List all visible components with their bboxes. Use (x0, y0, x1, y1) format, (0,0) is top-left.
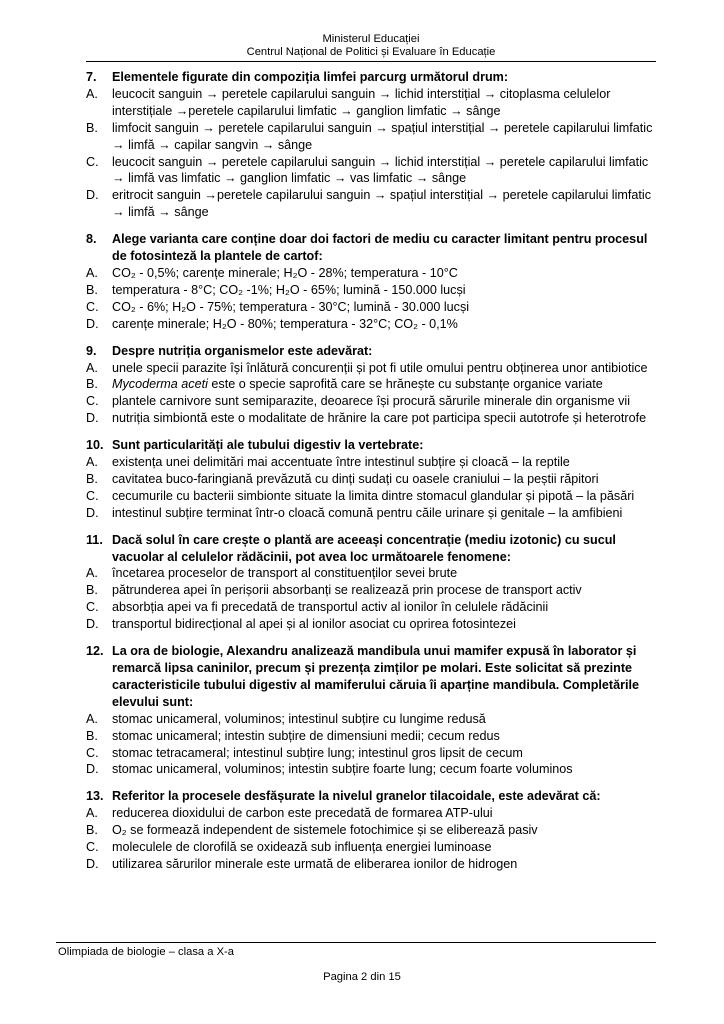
question-text: Referitor la procesele desfășurate la nivelul granelor tilacoidale, este adevărat că: (112, 789, 601, 804)
option-text: moleculele de clorofilă se oxidează sub influența energiei luminoase (112, 840, 492, 855)
answer-option-b (86, 120, 656, 154)
answer-option-a (86, 565, 656, 582)
question-number: 7. (86, 70, 97, 84)
option-letter: A. (86, 711, 98, 726)
option-letter: C. (86, 488, 99, 503)
answer-option-d (86, 856, 656, 873)
option-text: nutriția simbiontă este o modalitate de hrănire la care pot participa specii autotrofe și heterotrofe (112, 411, 647, 426)
option-letter: A. (86, 360, 98, 375)
option-text: unele specii parazite își înlătură concurenții și pot fi utile omului pentru obținerea unor antibiotice (112, 360, 648, 375)
answer-option-c (86, 839, 656, 856)
footer-divider (56, 942, 656, 943)
question-title (86, 231, 656, 265)
option-letter: C. (86, 840, 99, 855)
question-title (86, 788, 656, 805)
option-text-rest: este o specie saprofită care se hrănește cu substanțe organice variate (207, 377, 603, 392)
option-text: carențe minerale; H₂O - 80%; temperatura - 32°C; CO₂ - 0,1% (112, 316, 458, 331)
answer-option-c (86, 745, 656, 762)
option-letter: B. (86, 282, 98, 297)
header-divider (86, 61, 656, 62)
answer-option-b (86, 582, 656, 599)
option-text: utilizarea sărurilor minerale este urmată de eliberarea ionilor de hidrogen (112, 856, 518, 871)
option-text: stomac unicameral, voluminos; intestin subțire foarte lung; cecum foarte voluminos (112, 762, 573, 777)
page-number: Pagina 2 din 15 (323, 971, 401, 983)
question-text: Dacă solul în care crește o plantă are aceeași concentrație (mediu izotonic) cu sucul vacuolar al celulelor rădăcinii, pot avea loc următoarele fenomene: (112, 532, 616, 564)
option-text: plantele carnivore sunt semiparazite, deoarece își procură sărurile minerale din organisme vii (112, 394, 630, 409)
option-text: leucocit sanguin → peretele capilarului sanguin → lichid interstițial → peretele capilarului limfatic → limfă vas limfatic → ganglion limfatic → vas limfatic → sânge (112, 154, 649, 186)
answer-option-d (86, 410, 656, 427)
option-letter: B. (86, 583, 98, 598)
question-title (86, 437, 656, 454)
answer-option-b (86, 822, 656, 839)
option-text: temperatura - 8°C; CO₂ -1%; H₂O - 65%; lumină - 150.000 lucși (112, 282, 466, 297)
option-letter: A. (86, 806, 98, 821)
answer-option-a (86, 360, 656, 377)
answer-option-a (86, 265, 656, 282)
option-letter: C. (86, 299, 99, 314)
questions-container (86, 69, 656, 883)
option-letter: D. (86, 856, 99, 871)
answer-option-d (86, 316, 656, 333)
question-text: Alege varianta care conține doar doi factori de mediu cu caracter limitant pentru procesul de fotosinteză la plantele de cartof: (112, 232, 648, 264)
option-letter: C. (86, 394, 99, 409)
question-number: 10. (86, 438, 104, 453)
answer-option-d (86, 616, 656, 633)
option-letter: B. (86, 823, 98, 838)
option-letter: B. (86, 471, 98, 486)
question-title (86, 643, 656, 711)
answer-option-c (86, 488, 656, 505)
question-title (86, 532, 656, 566)
option-text: leucocit sanguin → peretele capilarului sanguin → lichid interstițial → citoplasma celulelor interstițiale →peretele capilarului limfatic → ganglion limfatic → sânge (112, 86, 611, 118)
question-7 (86, 69, 656, 221)
question-8 (86, 231, 656, 332)
answer-option-b (86, 376, 656, 393)
option-letter: D. (86, 505, 99, 520)
question-text: Despre nutriția organismelor este adevărat: (112, 343, 373, 358)
question-number: 8. (86, 232, 97, 247)
option-letter: C. (86, 745, 99, 760)
option-letter: D. (86, 411, 99, 426)
question-text: La ora de biologie, Alexandru analizează mandibula unui mamifer expusă în laborator și remarcă lipsa caninilor, precum și prezența zimților pe molari. Este solicitat să prezinte caracteristicile tubului digestiv al mamiferului căruia îi aparține mandibula. Completările elevului sunt: (112, 644, 639, 709)
option-letter: C. (86, 600, 99, 615)
question-number: 9. (86, 343, 97, 358)
question-13 (86, 788, 656, 873)
question-number: 12. (86, 644, 104, 659)
option-text: existența unei delimitări mai accentuate între intestinul subțire și cloacă – la reptile (112, 455, 570, 470)
question-12 (86, 643, 656, 778)
option-text: cavitatea buco-faringiană prevăzută cu dinți sudați cu oasele craniului – la peștii răpitori (112, 471, 599, 486)
question-9 (86, 343, 656, 428)
option-text: absorbția apei va fi precedată de transportul activ al ionilor în celulele rădăcinii (112, 600, 549, 615)
option-letter: A. (86, 566, 98, 581)
answer-option-d (86, 761, 656, 778)
option-letter: A. (86, 455, 98, 470)
question-title (86, 343, 656, 360)
option-text: stomac tetracameral; intestinul subțire lung; intestinul gros lipsit de cecum (112, 745, 523, 760)
option-letter: A. (86, 265, 98, 280)
option-text: transportul bidirecțional al apei și al ionilor asociat cu oprirea fotosintezei (112, 617, 516, 632)
option-letter: B. (86, 728, 98, 743)
answer-option-c (86, 393, 656, 410)
question-10 (86, 437, 656, 522)
question-11 (86, 532, 656, 633)
option-text: cecumurile cu bacterii simbionte situate la limita dintre stomacul glandular și pipotă – la păsări (112, 488, 635, 503)
option-letter: D. (86, 316, 99, 331)
option-letter: D. (86, 188, 99, 203)
question-text: Elementele figurate din compoziția limfei parcurg următorul drum: (112, 70, 509, 84)
header-center: Centrul Național de Politici și Evaluare în Educație (246, 46, 496, 58)
option-letter: D. (86, 762, 99, 777)
option-text: intestinul subțire terminat într-o cloacă comună pentru căile urinare și genitale – la amfibieni (112, 505, 623, 520)
answer-option-b (86, 471, 656, 488)
option-text (112, 376, 656, 393)
answer-option-c (86, 599, 656, 616)
answer-option-c (86, 154, 656, 188)
option-letter: A. (86, 86, 98, 101)
option-text: O₂ se formează independent de sistemele fotochimice și se eliberează pasiv (112, 823, 538, 838)
answer-option-b (86, 728, 656, 745)
option-letter: B. (86, 377, 98, 392)
answer-option-b (86, 282, 656, 299)
option-text: CO₂ - 0,5%; carențe minerale; H₂O - 28%; temperatura - 10°C (112, 265, 458, 280)
answer-option-d (86, 505, 656, 522)
question-number: 11. (86, 532, 103, 547)
answer-option-c (86, 299, 656, 316)
answer-option-a (86, 454, 656, 471)
question-text: Sunt particularități ale tubului digestiv la vertebrate: (112, 438, 424, 453)
option-text: încetarea proceselor de transport al constituenților sevei brute (112, 566, 458, 581)
answer-option-a (86, 86, 656, 120)
option-text: reducerea dioxidului de carbon este precedată de formarea ATP-ului (112, 806, 493, 821)
option-letter: B. (86, 120, 98, 135)
species-name: Mycoderma aceti (112, 377, 208, 392)
header-ministry: Ministerul Educației (322, 33, 420, 45)
option-text: CO₂ - 6%; H₂O - 75%; temperatura - 30°C; lumină - 30.000 lucși (112, 299, 470, 314)
option-text: pătrunderea apei în perișorii absorbanți se realizează prin procese de transport activ (112, 583, 582, 598)
option-text: eritrocit sanguin →peretele capilarului sanguin → spațiul interstițial → peretele capilarului limfatic → limfă → sânge (112, 188, 651, 220)
answer-option-a (86, 711, 656, 728)
option-text: stomac unicameral; intestin subțire de dimensiuni medii; cecum redus (112, 728, 500, 743)
option-text: limfocit sanguin → peretele capilarului sanguin → spațiul interstițial → peretele capilarului limfatic → limfă → capilar sangvin → sânge (112, 120, 653, 152)
answer-option-d (86, 187, 656, 221)
option-letter: C. (86, 154, 99, 169)
answer-option-a (86, 805, 656, 822)
footer-title: Olimpiada de biologie – clasa a X-a (58, 946, 234, 958)
option-letter: D. (86, 617, 99, 632)
question-number: 13. (86, 789, 104, 804)
page-header (86, 33, 656, 59)
option-text: stomac unicameral, voluminos; intestinul subțire cu lungime redusă (112, 711, 486, 726)
question-title (86, 69, 656, 86)
